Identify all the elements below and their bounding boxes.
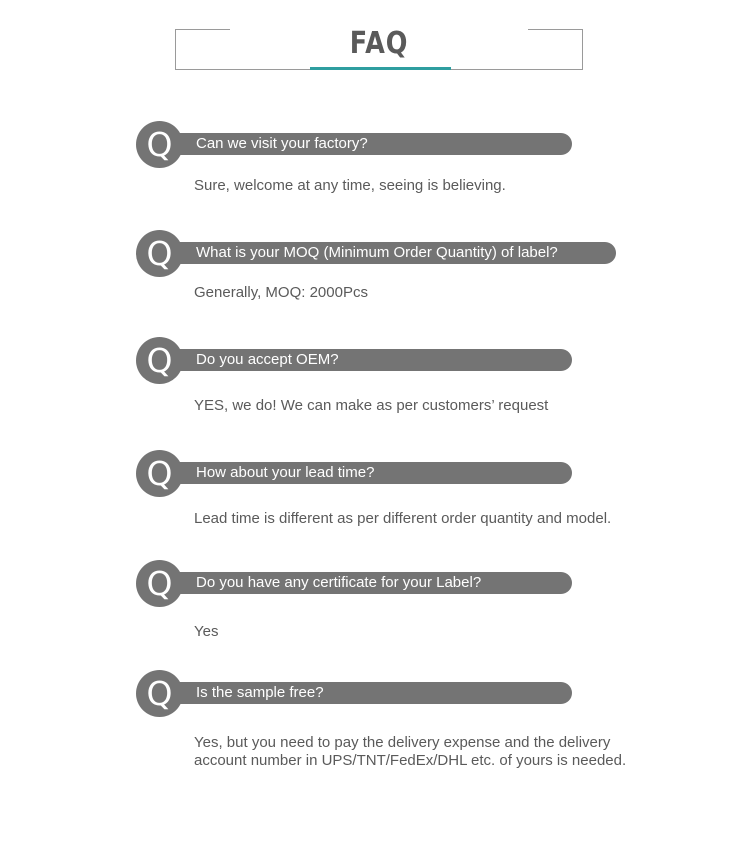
question-text: Do you have any certificate for your Label? (196, 574, 482, 591)
question-text: Is the sample free? (196, 684, 324, 701)
q-badge-letter: Q (146, 454, 173, 493)
q-badge-letter: Q (146, 341, 173, 380)
answer-text: Lead time is different as per different order quantity and model. (194, 510, 612, 527)
page-title: FAQ (349, 26, 409, 61)
faq-header (175, 26, 583, 70)
answer-text: Sure, welcome at any time, seeing is believing. (194, 177, 506, 194)
question-text: Can we visit your factory? (196, 135, 368, 152)
answer-text: Yes (194, 623, 219, 640)
q-badge-letter: Q (146, 234, 173, 273)
question-text: Do you accept OEM? (196, 351, 339, 368)
q-badge-letter: Q (146, 564, 173, 603)
answer-text: Yes, but you need to pay the delivery expense and the delivery account number in UPS/TNT/FedEx/DHL etc. of yours is needed. (194, 734, 627, 769)
answer-text: YES, we do! We can make as per customers’ request (194, 397, 549, 414)
title-accent-bar (310, 67, 451, 70)
q-badge-letter: Q (146, 125, 173, 164)
question-text: How about your lead time? (196, 464, 375, 481)
answer-text: Generally, MOQ: 2000Pcs (194, 284, 368, 301)
question-text: What is your MOQ (Minimum Order Quantity) of label? (196, 244, 558, 261)
q-badge-letter: Q (146, 674, 173, 713)
